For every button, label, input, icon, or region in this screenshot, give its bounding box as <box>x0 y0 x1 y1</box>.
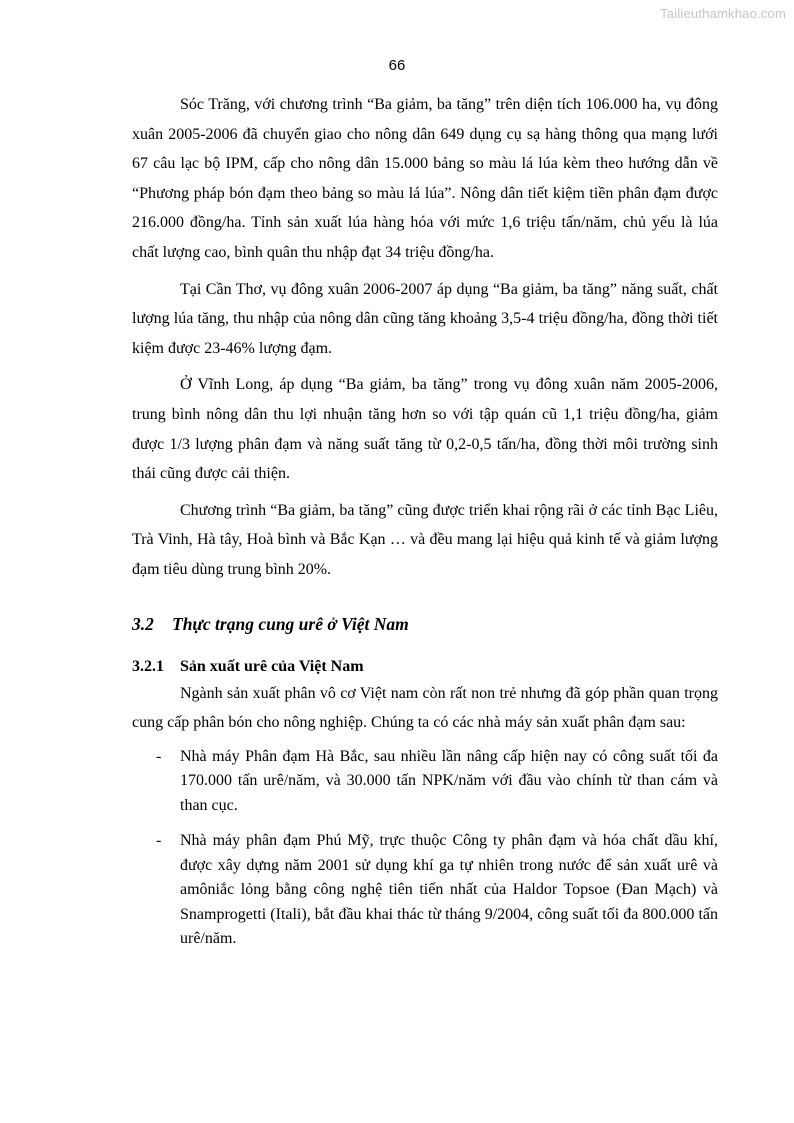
paragraph-urea-industry: Ngành sản xuất phân vô cơ Việt nam còn rất non trẻ nhưng đã góp phần quan trọng cung cấp phân bón cho nông nghiệp. Chúng ta có các nhà máy sản xuất phân đạm sau: <box>132 684 718 732</box>
list-item-text: Nhà máy Phân đạm Hà Bắc, sau nhiều lần nâng cấp hiện nay có công suất tối đa 170.000 tấn urê/năm, và 30.000 tấn NPK/năm với đầu vào chính từ than cám và than cục. <box>180 747 718 814</box>
paragraph-soc-trang: Sóc Trăng, với chương trình “Ba giảm, ba tăng” trên diện tích 106.000 ha, vụ đông xuân 2005-2006 đã chuyển giao cho nông dân 649 dụng cụ sạ hàng thông qua mạng lưới 67 câu lạc bộ IPM, cấp cho nông dân 15.000 bảng so màu lá lúa kèm theo hướng dẫn về “Phương pháp bón đạm theo bảng so màu lá lúa”. Nông dân tiết kiệm tiền phân đạm được 216.000 đồng/ha. Tỉnh sản xuất lúa hàng hóa với mức 1,6 triệu tấn/năm, chủ yếu là lúa chất lượng cao, bình quân thu nhập đạt 34 triệu đồng/ha. <box>132 96 718 261</box>
factory-list <box>132 745 718 952</box>
paragraph-vinh-long: Ở Vĩnh Long, áp dụng “Ba giảm, ba tăng” trong vụ đông xuân năm 2005-2006, trung bình nông dân thu lợi nhuận tăng hơn so với tập quán cũ 1,1 triệu đồng/ha, giảm được 1/3 lượng phân đạm và năng suất tăng từ 0,2-0,5 tấn/ha, đồng thời môi trường sinh thái cũng được cải thiện. <box>132 376 718 483</box>
paragraph-can-tho: Tại Cần Thơ, vụ đông xuân 2006-2007 áp dụng “Ba giảm, ba tăng” năng suất, chất lượng lúa tăng, thu nhập của nông dân cũng tăng khoảng 3,5-4 triệu đồng/ha, đồng thời tiết kiệm được 23-46% lượng đạm. <box>132 280 718 357</box>
section-number: 3.2 <box>132 613 154 634</box>
subsection-number: 3.2.1 <box>132 657 164 675</box>
page-number: 66 <box>388 57 406 74</box>
section-heading <box>132 611 718 637</box>
section-title: Thực trạng cung urê ở Việt Nam <box>172 613 409 634</box>
paragraph-program-expansion: Chương trình “Ba giảm, ba tăng” cũng được triển khai rộng rãi ở các tỉnh Bạc Liêu, Trà Vinh, Hà tây, Hoà bình và Bắc Kạn … và đều mang lại hiệu quả kinh tế và giảm lượng đạm tiêu dùng trung bình 20%. <box>132 501 718 578</box>
bullet-marker: - <box>156 747 162 765</box>
subsection-title: Sản xuất urê của Việt Nam <box>180 657 364 675</box>
watermark-text: Tailieuthamkhao.com <box>660 6 786 21</box>
document-body <box>132 90 718 963</box>
bullet-marker: - <box>156 832 162 850</box>
list-item <box>132 829 718 952</box>
subsection-heading <box>132 655 718 679</box>
list-item-text: Nhà máy phân đạm Phú Mỹ, trực thuộc Công ty phân đạm và hóa chất dầu khí, được xây dựng năm 2001 sử dụng khí ga tự nhiên trong nước để sản xuất urê và amôniắc lỏng bằng công nghệ tiên tiến nhất của Haldor Topsoe (Đan Mạch) và Snamprogetti (Itali), bắt đầu khai thác từ tháng 9/2004, công suất tối đa 800.000 tấn urê/năm. <box>180 832 718 948</box>
list-item <box>132 745 718 819</box>
